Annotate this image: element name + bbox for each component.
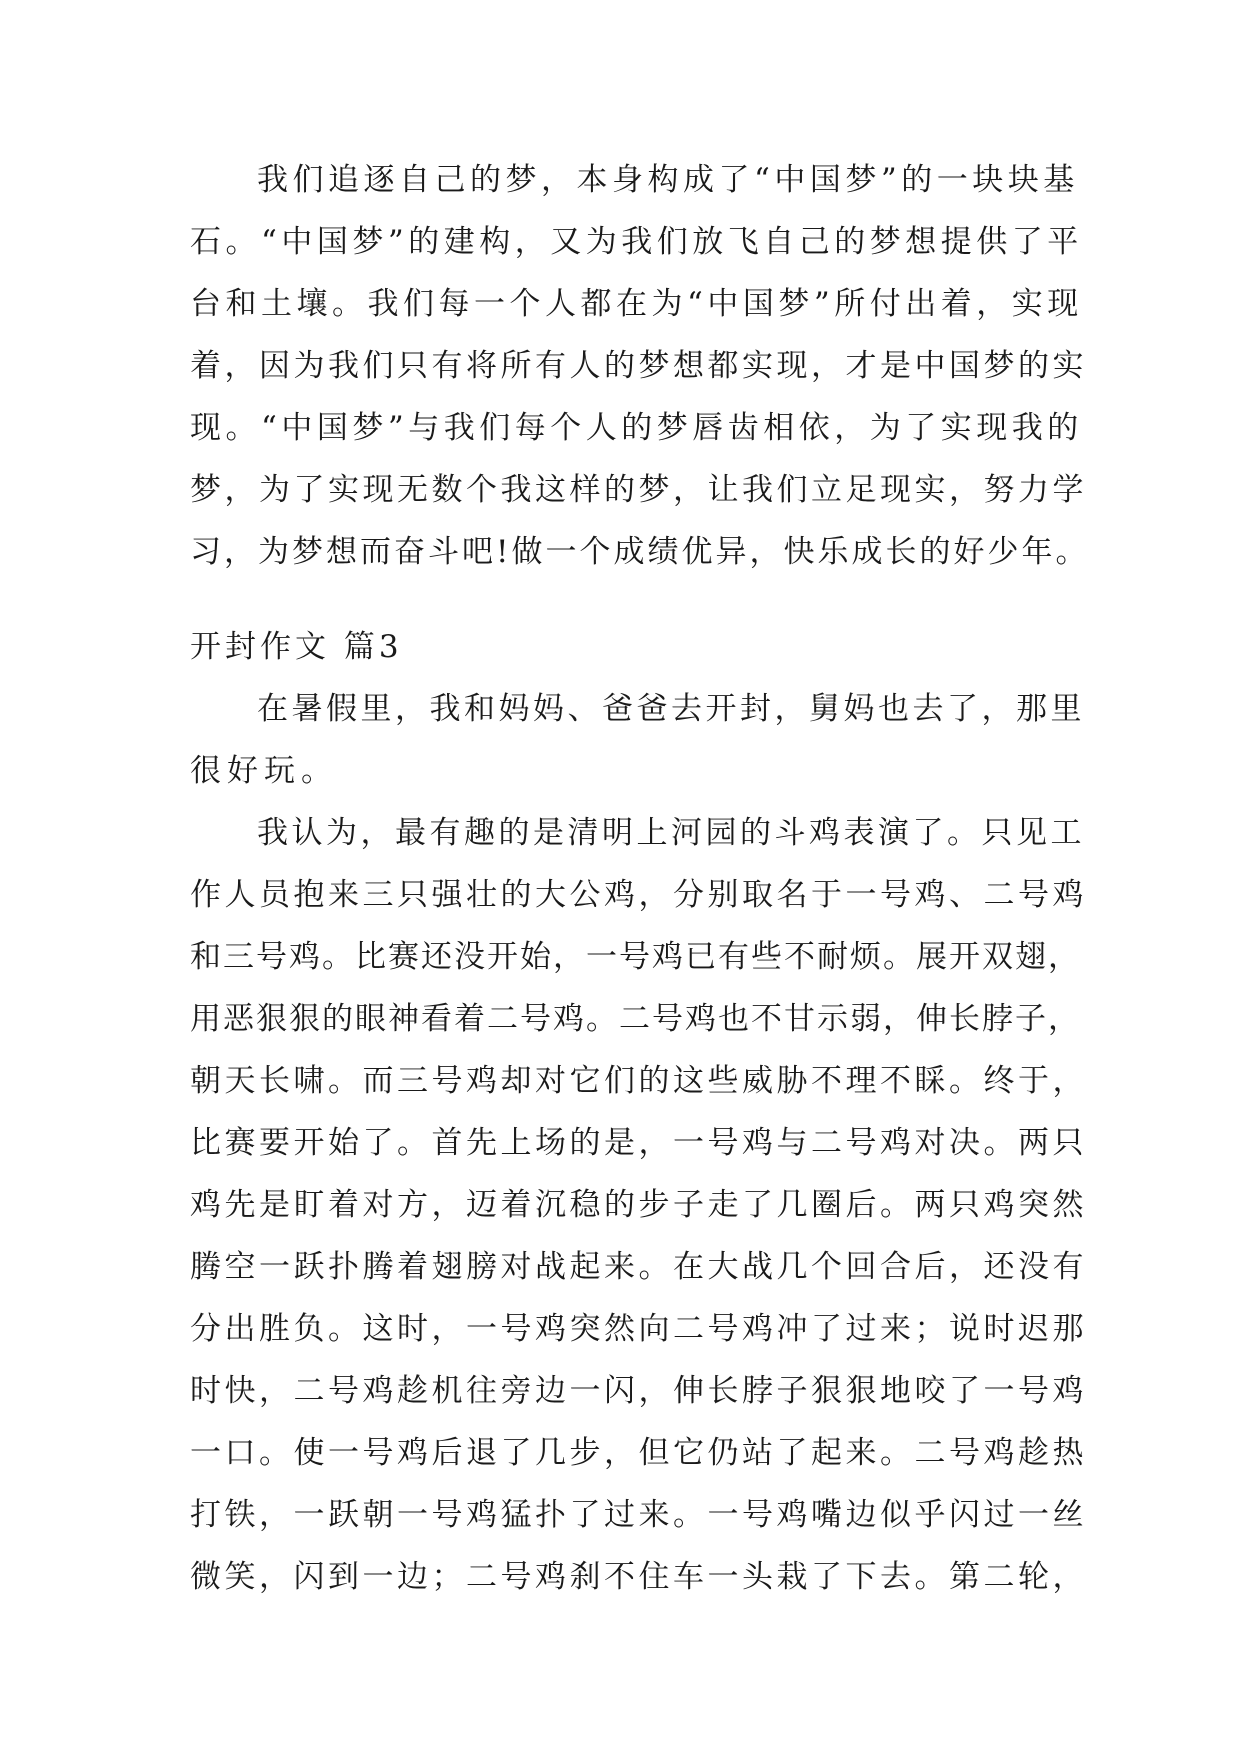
text-line: 一口。使一号鸡后退了几步，但它仍站了起来。二号鸡趁热 (190, 1435, 1087, 1471)
text-line: 着，因为我们只有将所有人的梦想都实现，才是中国梦的实 (190, 348, 1087, 384)
text-line: 在暑假里，我和妈妈、爸爸去开封，舅妈也去了，那里 (257, 691, 1085, 727)
text-line: 用恶狠狠的眼神看着二号鸡。二号鸡也不甘示弱，伸长脖子， (190, 1001, 1081, 1037)
text-line: 微笑，闪到一边；二号鸡刹不住车一头栽了下去。第二轮， (190, 1559, 1087, 1595)
text-line: 我们追逐自己的梦，本身构成了“中国梦”的一块块基 (257, 162, 1079, 198)
text-line: 石。“中国梦”的建构，又为我们放飞自己的梦想提供了平 (190, 224, 1083, 260)
essay-heading: 开封作文 篇3 (190, 629, 403, 665)
text-line: 习，为梦想而奋斗吧!做一个成绩优异，快乐成长的好少年。 (190, 534, 1090, 570)
text-line: 台和土壤。我们每一个人都在为“中国梦”所付出着，实现 (190, 286, 1083, 322)
text-line: 和三号鸡。比赛还没开始，一号鸡已有些不耐烦。展开双翅， (190, 939, 1081, 975)
text-line: 腾空一跃扑腾着翅膀对战起来。在大战几个回合后，还没有 (190, 1249, 1087, 1285)
text-line: 梦，为了实现无数个我这样的梦，让我们立足现实，努力学 (190, 472, 1087, 508)
text-line: 打铁，一跃朝一号鸡猛扑了过来。一号鸡嘴边似乎闪过一丝 (190, 1497, 1087, 1533)
text-line: 比赛要开始了。首先上场的是，一号鸡与二号鸡对决。两只 (190, 1125, 1087, 1161)
text-line: 现。“中国梦”与我们每个人的梦唇齿相依，为了实现我的 (190, 410, 1083, 446)
text-line: 分出胜负。这时，一号鸡突然向二号鸡冲了过来；说时迟那 (190, 1311, 1087, 1347)
text-line: 鸡先是盯着对方，迈着沉稳的步子走了几圈后。两只鸡突然 (190, 1187, 1087, 1223)
text-line: 时快，二号鸡趁机往旁边一闪，伸长脖子狠狠地咬了一号鸡 (190, 1373, 1087, 1409)
text-line: 朝天长啸。而三号鸡却对它们的这些威胁不理不睬。终于， (190, 1063, 1087, 1099)
text-line: 很好玩。 (190, 753, 338, 789)
text-line: 作人员抱来三只强壮的大公鸡，分别取名于一号鸡、二号鸡 (190, 877, 1087, 913)
text-line: 我认为，最有趣的是清明上河园的斗鸡表演了。只见工 (257, 815, 1085, 851)
